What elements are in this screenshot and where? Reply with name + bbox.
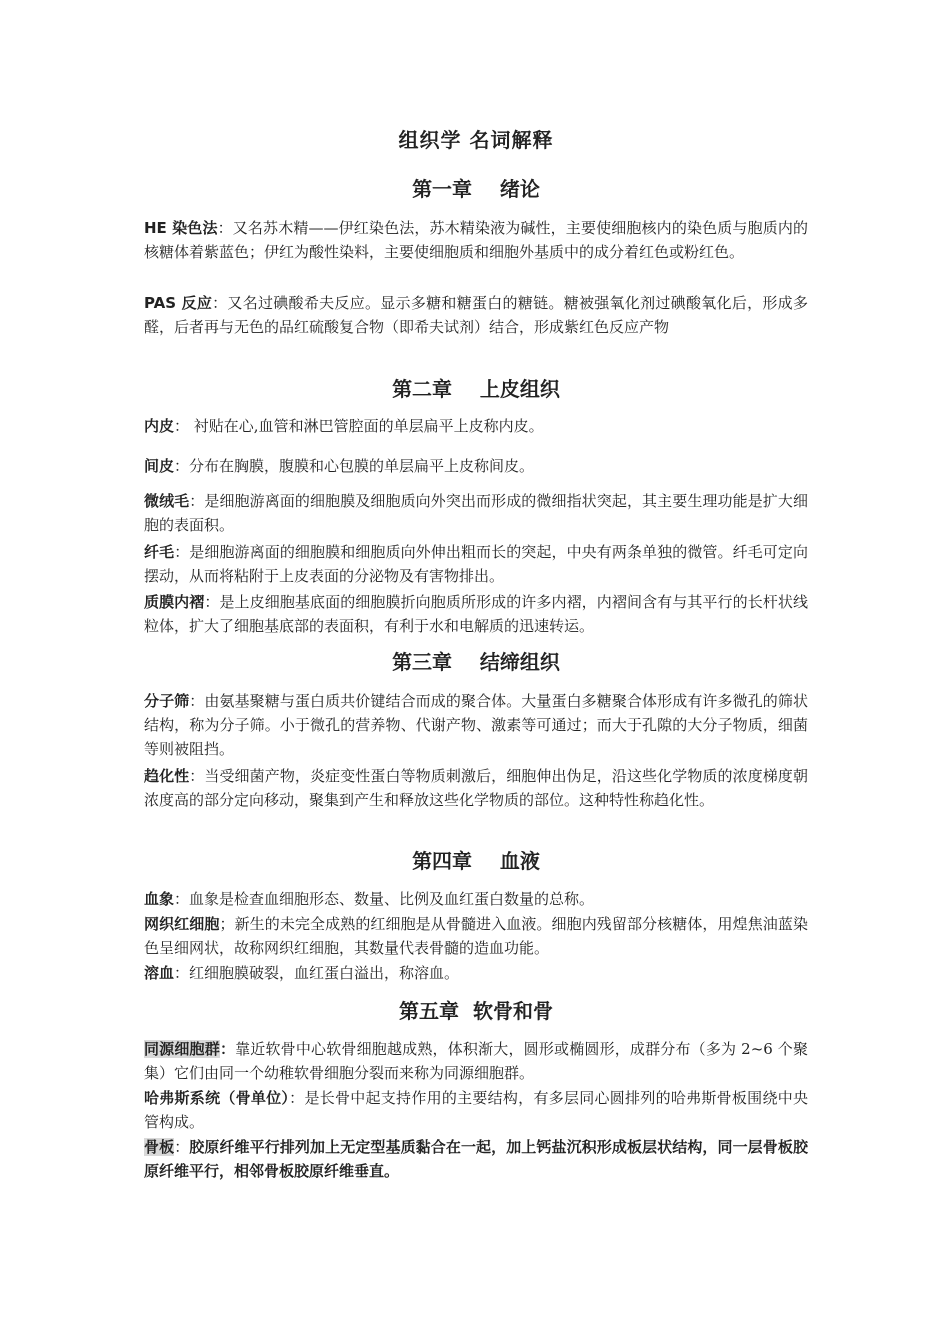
entry-definition: 血象是检查血细胞形态、数量、比例及血红蛋白数量的总称。	[189, 890, 595, 908]
glossary-entry	[144, 689, 808, 761]
chapter-heading: 第五章 软骨和骨	[399, 999, 553, 1023]
entry-definition: 又名苏木精——伊红染色法，苏木精染液为碱性，主要使细胞核内的染色质与胞质内的核糖体着紫蓝色；伊红为酸性染料，主要使细胞质和细胞外基质中的成分着红色或粉红色。	[144, 219, 808, 261]
glossary-entry	[144, 291, 808, 339]
entry-separator: ：	[174, 890, 190, 908]
entry-definition: 靠近软骨中心软骨细胞越成熟，体积渐大，圆形或椭圆形，成群分布（多为 2~6 个聚集）它们由同一个幼稚软骨细胞分裂而来称为同源细胞群。	[144, 1040, 808, 1082]
entry-term: 趋化性	[144, 767, 190, 785]
entry-separator: ：	[212, 294, 228, 312]
entry-term: 血象	[144, 890, 175, 908]
entry-term: 同源细胞群	[144, 1040, 220, 1058]
glossary-entry	[144, 590, 808, 638]
entry-separator: ：	[174, 964, 190, 982]
entry-separator: ：	[219, 1040, 236, 1058]
entry-separator: ：	[174, 543, 190, 561]
entry-definition: 又名过碘酸希夫反应。显示多糖和糖蛋白的糖链。糖被强氧化剂过碘酸氧化后，形成多醛，后者再与无色的品红硫酸复合物（即希夫试剂）结合，形成紫红色反应产物	[144, 294, 808, 336]
entry-term: 哈弗斯系统（骨单位）	[144, 1089, 290, 1107]
glossary-entry	[144, 887, 808, 911]
entry-term: PAS 反应	[144, 294, 213, 312]
entry-term: 网织红细胞	[144, 915, 220, 933]
glossary-entry	[144, 1086, 808, 1134]
entry-definition: 是细胞游离面的细胞膜和细胞质向外伸出粗而长的突起，中央有两条单独的微管。纤毛可定向摆动，从而将粘附于上皮表面的分泌物及有害物排出。	[144, 543, 808, 585]
entry-term: 纤毛	[144, 543, 175, 561]
glossary-entry	[144, 454, 808, 478]
entry-definition: 胶原纤维平行排列加上无定型基质黏合在一起，加上钙盐沉积形成板层状结构，同一层骨板胶原纤维平行，相邻骨板胶原纤维垂直。	[144, 1138, 808, 1180]
entry-definition: 新生的未完全成熟的红细胞是从骨髓进入血液。细胞内残留部分核糖体，用煌焦油蓝染色呈细网状，故称网织红细胞，其数量代表骨髓的造血功能。	[144, 915, 808, 957]
entry-separator: ：	[174, 457, 190, 475]
entry-separator: ：	[289, 1089, 305, 1107]
glossary-entry	[144, 764, 808, 812]
entry-definition: 分布在胸膜，腹膜和心包膜的单层扁平上皮称间皮。	[189, 457, 535, 475]
glossary-entry	[144, 540, 808, 588]
glossary-entry	[144, 216, 808, 264]
chapter-heading: 第三章 结缔组织	[392, 650, 560, 674]
document-title: 组织学 名词解释	[398, 128, 554, 152]
entry-term: 微绒毛	[144, 492, 190, 510]
entry-separator: ；	[219, 915, 235, 933]
entry-term: 内皮	[144, 417, 175, 435]
glossary-entry	[144, 489, 808, 537]
entry-separator: ：	[174, 1138, 190, 1156]
glossary-entry	[144, 1135, 808, 1183]
chapter-heading: 第四章 血液	[412, 849, 540, 873]
entry-separator: ：	[189, 767, 205, 785]
entry-term: 骨板	[144, 1138, 175, 1156]
entry-separator: ：	[189, 692, 205, 710]
glossary-entry	[144, 1037, 808, 1085]
entry-definition: 是上皮细胞基底面的细胞膜折向胞质所形成的许多内褶，内褶间含有与其平行的长杆状线粒体，扩大了细胞基底部的表面积，有利于水和电解质的迅速转运。	[144, 593, 808, 635]
entry-definition: 是长骨中起支持作用的主要结构，有多层同心圆排列的哈弗斯骨板围绕中央管构成。	[144, 1089, 808, 1131]
entry-separator: ：	[174, 417, 190, 435]
entry-definition: 是细胞游离面的细胞膜及细胞质向外突出而形成的微细指状突起，其主要生理功能是扩大细胞的表面积。	[144, 492, 808, 534]
entry-separator: ：	[217, 219, 233, 237]
entry-definition: 当受细菌产物，炎症变性蛋白等物质刺激后，细胞伸出伪足，沿这些化学物质的浓度梯度朝浓度高的部分定向移动，聚集到产生和释放这些化学物质的部位。这种特性称趋化性。	[144, 767, 808, 809]
entry-term: 分子筛	[144, 692, 190, 710]
chapter-heading: 第一章 绪论	[412, 177, 540, 201]
entry-definition: 衬贴在心,血管和淋巴管腔面的单层扁平上皮称内皮。	[189, 417, 544, 435]
glossary-entry	[144, 912, 808, 960]
chapter-heading: 第二章 上皮组织	[392, 377, 560, 401]
entry-term: 溶血	[144, 964, 175, 982]
entry-separator: ：	[204, 593, 220, 611]
entry-term: 质膜内褶	[144, 593, 205, 611]
entry-definition: 由氨基聚糖与蛋白质共价键结合而成的聚合体。大量蛋白多糖聚合体形成有许多微孔的筛状结构，称为分子筛。小于微孔的营养物、代谢产物、激素等可通过；而大于孔隙的大分子物质，细菌等则被阻挡。	[144, 692, 808, 758]
entry-term: 间皮	[144, 457, 175, 475]
entry-definition: 红细胞膜破裂，血红蛋白溢出，称溶血。	[189, 964, 460, 982]
entry-term: HE 染色法	[144, 219, 218, 237]
glossary-entry	[144, 414, 808, 438]
entry-separator: ：	[189, 492, 205, 510]
glossary-entry	[144, 961, 808, 985]
